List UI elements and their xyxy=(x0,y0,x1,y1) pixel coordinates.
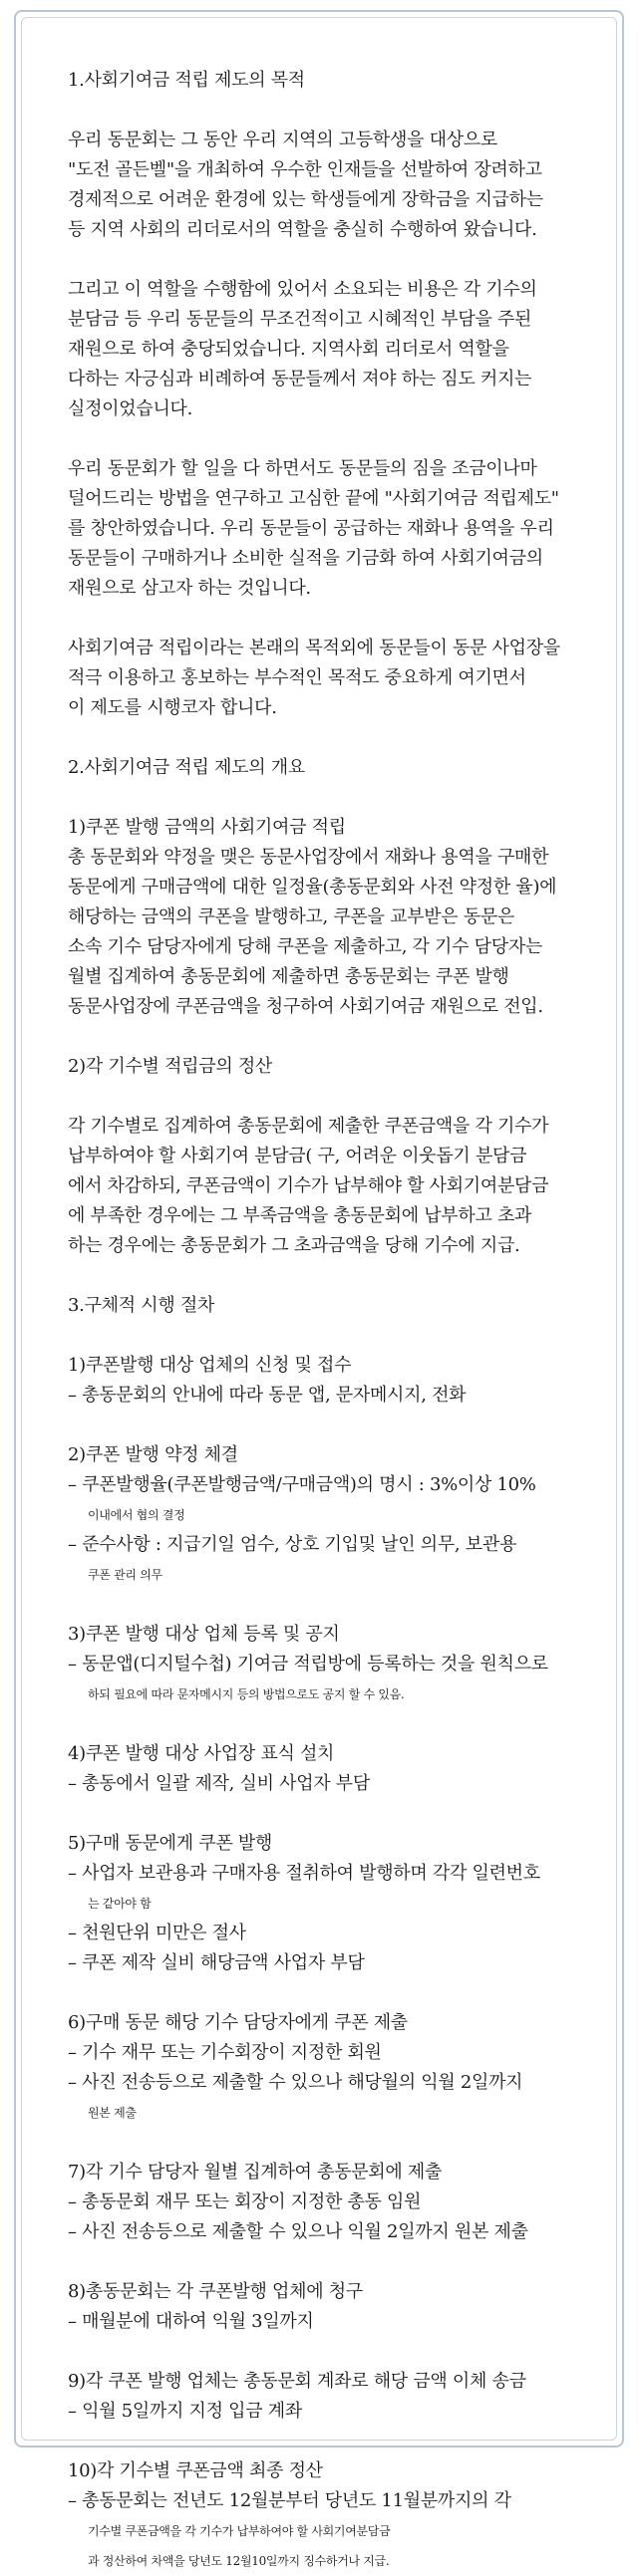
text-line: – 사진 전송등으로 제출할 수 있으나 해당월의 익월 2일까지 xyxy=(68,2072,523,2093)
text-line: 사회기여금 적립이라는 본래의 목적외에 동문들이 동문 사업장을 xyxy=(68,638,560,658)
text-line: – 익월 5일까지 지정 입금 계좌 xyxy=(68,2401,302,2422)
text-line: – 사진 전송등으로 제출할 수 있으나 익월 2일까지 원본 제출 xyxy=(68,2221,528,2242)
paragraph xyxy=(68,454,586,604)
text-line: 소속 기수 담당자에게 당해 쿠폰을 제출하고, 각 기수 담당자는 xyxy=(68,936,542,957)
text-line: – 총동문회는 전년도 12월분부터 당년도 11월분까지의 각 xyxy=(68,2490,511,2511)
text-line: 각 기수별로 집계하여 총동문회에 제출한 쿠폰금액을 각 기수가 xyxy=(68,1116,549,1137)
paragraph xyxy=(68,753,586,783)
text-line: – 매월분에 대하여 익월 3일까지 xyxy=(68,2311,314,2332)
text-line: 1)쿠폰 발행 금액의 사회기여금 적립 xyxy=(68,817,346,838)
text-line: 적극 이용하고 홍보하는 부수적인 목적도 중요하게 여기면서 xyxy=(68,667,526,688)
text-line: 분담금 등 우리 동문들의 무조건적이고 시혜적인 부담을 주된 xyxy=(68,309,532,330)
paragraph xyxy=(68,2277,586,2337)
text-line: 10)각 기수별 쿠폰금액 최종 정산 xyxy=(68,2460,323,2481)
text-line: 동문들이 구매하거나 소비한 실적을 기금화 하여 사회기여금의 xyxy=(68,548,543,569)
text-line: 6)구매 동문 해당 기수 담당자에게 쿠폰 제출 xyxy=(68,2012,408,2033)
text-line: – 기수 재무 또는 기수회장이 지정한 회원 xyxy=(68,2042,382,2063)
text-line: 1)쿠폰발행 대상 업체의 신청 및 접수 xyxy=(68,1355,352,1376)
text-line: – 천원단위 미만은 절사 xyxy=(68,1923,246,1943)
text-line: 그리고 이 역할을 수행함에 있어서 소요되는 비용은 각 기수의 xyxy=(68,279,537,300)
paragraph xyxy=(68,275,586,424)
text-line: 재원으로 하여 충당되었습니다. 지역사회 리더로서 역할을 xyxy=(68,339,509,360)
text-line: 를 창안하였습니다. 우리 동문들이 공급하는 재화나 용역을 우리 xyxy=(68,518,554,539)
paragraph xyxy=(68,1291,586,1321)
text-line: 월별 집계하여 총동문회에 제출하면 총동문회는 쿠폰 발행 xyxy=(68,966,509,987)
text-line: 우리 동문회가 할 일을 다 하면서도 동문들의 짐을 조금이나마 xyxy=(68,458,537,479)
text-line: 등 지역 사회의 리더로서의 역할을 충실히 수행하여 왔습니다. xyxy=(68,219,537,240)
text-line: 이내에서 협의 결정 xyxy=(88,1508,185,1522)
text-line: 경제적으로 어려운 환경에 있는 학생들에게 장학금을 지급하는 xyxy=(68,189,543,210)
text-line: 재원으로 삼고자 하는 것입니다. xyxy=(68,578,311,599)
text-line: 기수별 쿠폰금액을 각 기수가 납부하여야 할 사회기여분담금 xyxy=(88,2524,391,2538)
paragraph xyxy=(68,126,586,245)
text-line: 2)쿠폰 발행 약정 체결 xyxy=(68,1444,238,1465)
paragraph xyxy=(68,634,586,723)
text-line: – 사업자 보관용과 구매자용 절취하여 발행하며 각각 일련번호 xyxy=(68,1863,540,1884)
text-line: 납부하여야 할 사회기여 분담금( 구, 어려운 이웃돕기 분담금 xyxy=(68,1146,527,1166)
text-line: 동문사업장에 쿠폰금액을 청구하여 사회기여금 재원으로 전입. xyxy=(68,996,543,1017)
text-line: 3)쿠폰 발행 대상 업체 등록 및 공지 xyxy=(68,1624,340,1645)
text-line: – 총동문회 재무 또는 회장이 지정한 총동 임원 xyxy=(68,2191,422,2212)
text-line: 는 같아야 함 xyxy=(88,1897,152,1911)
text-line: – 준수사항 : 지급기일 엄수, 상호 기입및 날인 의무, 보관용 xyxy=(68,1534,517,1555)
text-line: 2)각 기수별 적립금의 정산 xyxy=(68,1056,273,1077)
text-line: – 쿠폰 제작 실비 해당금액 사업자 부담 xyxy=(68,1952,365,1973)
text-line: 8)총동문회는 각 쿠폰발행 업체에 청구 xyxy=(68,2281,363,2302)
text-line: 쿠폰 관리 의무 xyxy=(88,1568,162,1582)
paragraph xyxy=(68,813,586,1022)
paragraph xyxy=(68,1829,586,1978)
text-line: 7)각 기수 담당자 월별 집계하여 총동문회에 제출 xyxy=(68,2162,443,2183)
text-line: 3.구체적 시행 절차 xyxy=(68,1295,215,1316)
document-body xyxy=(68,66,586,2576)
paragraph xyxy=(68,2008,586,2128)
text-line: – 쿠폰발행율(쿠폰발행금액/구매금액)의 명시 : 3%이상 10% xyxy=(68,1474,536,1495)
text-line: 총 동문회와 약정을 맺은 동문사업장에서 재화나 용역을 구매한 xyxy=(68,847,549,868)
text-line: 다하는 자긍심과 비례하여 동문들께서 져야 하는 짐도 커지는 xyxy=(68,369,532,389)
paragraph xyxy=(68,1052,586,1082)
paragraph xyxy=(68,1739,586,1799)
text-line: 1.사회기여금 적립 제도의 목적 xyxy=(68,70,305,91)
text-line: – 동문앱(디지털수첩) 기여금 적립방에 등록하는 것을 원칙으로 xyxy=(68,1654,548,1674)
text-line: 덜어드리는 방법을 연구하고 고심한 끝에 "사회기여금 적립제도" xyxy=(68,488,559,509)
text-line: 동문에게 구매금액에 대한 일정율(총동문회와 사전 약정한 율)에 xyxy=(68,877,557,898)
text-line: – 총동에서 일괄 제작, 실비 사업자 부담 xyxy=(68,1773,370,1794)
text-line: 원본 제출 xyxy=(88,2106,137,2120)
paragraph xyxy=(68,2456,586,2576)
text-line: 4)쿠폰 발행 대상 사업장 표식 설치 xyxy=(68,1743,335,1764)
paragraph xyxy=(68,2158,586,2247)
text-line: 5)구매 동문에게 쿠폰 발행 xyxy=(68,1833,273,1854)
paragraph xyxy=(68,1440,586,1590)
text-line: 9)각 쿠폰 발행 업체는 총동문회 계좌로 해당 금액 이체 송금 xyxy=(68,2371,526,2392)
text-line: 과 정산하여 차액을 당년도 12월10일까지 징수하거나 지급. xyxy=(88,2554,390,2568)
text-line: 하되 필요에 따라 문자메시지 등의 방법으로도 공지 할 수 있음. xyxy=(88,1687,405,1701)
text-line: 이 제도를 시행코자 합니다. xyxy=(68,697,277,718)
text-line: "도전 골든벨"을 개최하여 우수한 인재들을 선발하여 장려하고 xyxy=(68,159,542,180)
text-line: 하는 경우에는 총동문회가 그 초과금액을 당해 기수에 지급. xyxy=(68,1235,520,1256)
text-line: 에 부족한 경우에는 그 부족금액을 총동문회에 납부하고 초과 xyxy=(68,1205,532,1226)
paragraph xyxy=(68,2367,586,2427)
text-line: 해당하는 금액의 쿠폰을 발행하고, 쿠폰을 교부받은 동문은 xyxy=(68,906,515,927)
paragraph xyxy=(68,1112,586,1261)
paragraph xyxy=(68,1620,586,1709)
paragraph xyxy=(68,1351,586,1411)
text-line: 2.사회기여금 적립 제도의 개요 xyxy=(68,757,305,778)
text-line: 에서 차감하되, 쿠폰금액이 기수가 납부해야 할 사회기여분담금 xyxy=(68,1175,549,1196)
text-line: 실정이었습니다. xyxy=(68,398,193,419)
paragraph xyxy=(68,66,586,96)
text-line: – 총동문회의 안내에 따라 동문 앱, 문자메시지, 전화 xyxy=(68,1385,467,1406)
text-line: 우리 동문회는 그 동안 우리 지역의 고등학생을 대상으로 xyxy=(68,129,497,150)
